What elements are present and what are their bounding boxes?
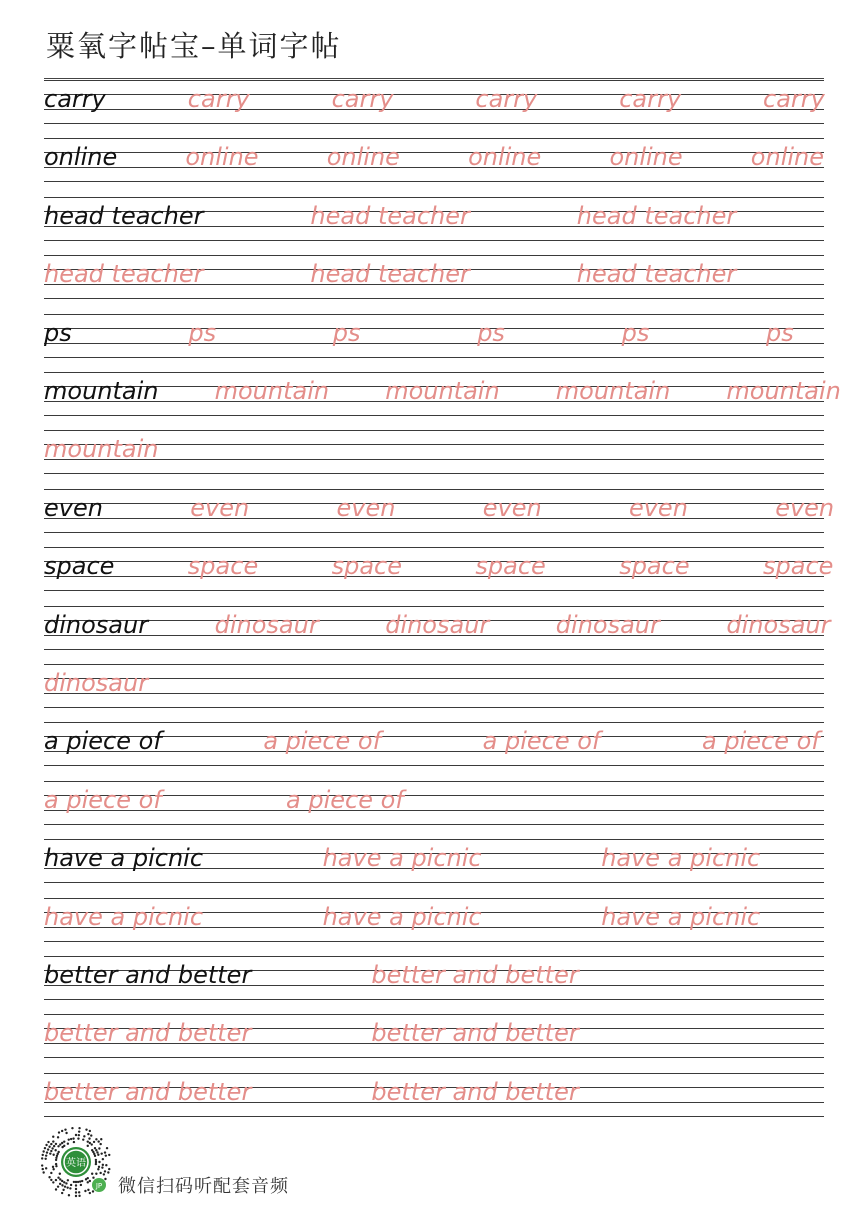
guide-line	[44, 94, 824, 95]
trace-word: space	[187, 552, 259, 581]
trace-word: even	[190, 493, 250, 522]
guide-line	[44, 459, 824, 460]
guide-line	[44, 547, 824, 548]
practice-row	[44, 255, 824, 299]
qr-code-icon[interactable]	[40, 1126, 112, 1198]
trace-word: dinosaur	[214, 610, 319, 639]
trace-word: head teacher	[310, 201, 470, 230]
model-word: dinosaur	[44, 610, 149, 639]
practice-row	[44, 781, 824, 825]
trace-word: a piece of	[44, 785, 162, 814]
trace-word: a piece of	[702, 727, 820, 756]
trace-word: head teacher	[44, 260, 204, 289]
guide-line	[44, 606, 824, 607]
guide-line	[44, 415, 824, 416]
trace-word: have a picnic	[601, 844, 761, 873]
guide-line	[44, 489, 824, 490]
practice-row	[44, 722, 824, 766]
guide-line	[44, 328, 824, 329]
trace-word: carry	[619, 85, 682, 113]
guide-line	[44, 561, 824, 562]
guide-line	[44, 956, 824, 957]
guide-line	[44, 882, 824, 883]
trace-word: dinosaur	[385, 610, 490, 639]
trace-word: mountain	[44, 435, 159, 464]
guide-line	[44, 590, 824, 591]
trace-word: better and better	[44, 1077, 252, 1106]
practice-row	[44, 547, 834, 591]
guide-line	[44, 343, 824, 344]
guide-line	[44, 444, 824, 445]
guide-line	[44, 181, 824, 182]
practice-row	[44, 839, 824, 883]
practice-row	[44, 372, 841, 416]
trace-word: online	[185, 143, 259, 172]
model-word: online	[44, 143, 118, 172]
page-title: 粟氧字帖宝–单词字帖	[46, 29, 342, 63]
trace-word: head teacher	[310, 260, 470, 289]
guide-line	[44, 357, 824, 358]
model-word: even	[44, 493, 103, 522]
model-word: have a picnic	[44, 844, 204, 873]
guide-line	[44, 824, 824, 825]
trace-word: space	[619, 552, 690, 581]
practice-row	[44, 430, 824, 474]
guide-line	[44, 473, 824, 474]
guide-line	[44, 123, 824, 124]
guide-line	[44, 898, 824, 899]
trace-word: mountain	[555, 377, 671, 405]
footer-caption: 微信扫码听配套音频	[118, 1176, 289, 1197]
trace-word: space	[331, 552, 402, 581]
model-word: a piece of	[44, 727, 162, 756]
trace-word: have a picnic	[322, 902, 482, 931]
trace-word: head teacher	[576, 260, 737, 289]
guide-line	[44, 138, 824, 139]
model-word: head teacher	[44, 201, 204, 230]
guide-line	[44, 941, 824, 942]
trace-word: ps	[188, 318, 217, 347]
guide-line	[44, 707, 824, 708]
practice-row	[44, 606, 831, 650]
guide-line	[44, 1073, 824, 1074]
trace-word: better and better	[371, 1019, 579, 1048]
guide-line	[44, 664, 824, 665]
trace-word: dinosaur	[44, 669, 149, 697]
trace-word: even	[775, 493, 835, 522]
guide-line	[44, 372, 824, 373]
practice-row	[44, 489, 835, 533]
practice-row	[44, 898, 824, 942]
trace-word: carry	[763, 85, 825, 113]
practice-row	[44, 138, 824, 182]
guide-line	[44, 532, 824, 533]
practice-row	[44, 80, 824, 124]
trace-word: dinosaur	[726, 610, 831, 639]
trace-word: have a picnic	[322, 844, 482, 873]
practice-row	[44, 1073, 824, 1117]
trace-word: space	[763, 552, 834, 581]
trace-word: ps	[332, 318, 361, 347]
guide-line	[44, 1116, 824, 1117]
trace-word: even	[336, 493, 396, 522]
guide-line	[44, 765, 824, 766]
guide-line	[44, 80, 824, 81]
practice-row	[44, 197, 824, 241]
guide-line	[44, 649, 824, 650]
model-word: mountain	[44, 377, 159, 405]
trace-word: have a picnic	[601, 902, 761, 931]
trace-word: have a picnic	[44, 902, 204, 931]
guide-line	[44, 678, 824, 679]
trace-word: carry	[187, 85, 250, 113]
guide-line	[44, 781, 824, 782]
guide-line	[44, 240, 824, 241]
trace-word: mountain	[385, 377, 500, 405]
footer	[40, 1126, 340, 1198]
trace-word: online	[609, 143, 683, 172]
guide-line	[44, 430, 824, 431]
guide-line	[44, 314, 824, 315]
guide-line	[44, 109, 824, 110]
guide-line	[44, 298, 824, 299]
trace-word: even	[628, 493, 688, 522]
trace-word: ps	[621, 318, 650, 347]
guide-line	[44, 693, 824, 694]
trace-word: mountain	[726, 377, 841, 405]
trace-word: carry	[331, 85, 394, 113]
trace-word: a piece of	[263, 727, 382, 756]
trace-word: online	[468, 143, 542, 172]
guide-line	[44, 152, 824, 153]
trace-word: online	[326, 143, 400, 172]
trace-word: mountain	[214, 377, 330, 405]
guide-line	[44, 722, 824, 723]
trace-word: a piece of	[482, 727, 601, 756]
trace-word: space	[475, 552, 546, 581]
guide-line	[44, 1014, 824, 1015]
guide-line	[44, 197, 824, 198]
trace-word: a piece of	[286, 785, 404, 814]
model-word: ps	[44, 318, 72, 347]
trace-word: carry	[475, 85, 538, 113]
model-word: space	[44, 552, 115, 581]
guide-line	[44, 167, 824, 168]
guide-line	[44, 518, 824, 519]
qr-center-label: 英语	[66, 1158, 86, 1169]
model-word: better and better	[44, 961, 252, 989]
guide-line	[44, 999, 824, 1000]
trace-word: ps	[766, 318, 794, 347]
guide-line	[44, 255, 824, 256]
model-word: carry	[44, 85, 106, 113]
practice-row	[44, 1014, 824, 1058]
practice-row	[44, 314, 824, 358]
trace-word: better and better	[371, 1077, 579, 1106]
guide-line	[44, 1057, 824, 1058]
trace-word: ps	[477, 318, 505, 347]
trace-word: online	[750, 143, 825, 172]
trace-word: dinosaur	[555, 610, 660, 639]
trace-word: even	[482, 493, 542, 522]
trace-word: better and better	[44, 1019, 252, 1048]
guide-line	[44, 503, 824, 504]
trace-word: head teacher	[576, 201, 737, 230]
guide-line	[44, 839, 824, 840]
practice-row	[44, 664, 824, 708]
practice-row	[44, 956, 824, 1000]
guide-line	[44, 576, 824, 577]
qr-badge: JP	[95, 1182, 103, 1190]
trace-word: better and better	[371, 961, 579, 989]
